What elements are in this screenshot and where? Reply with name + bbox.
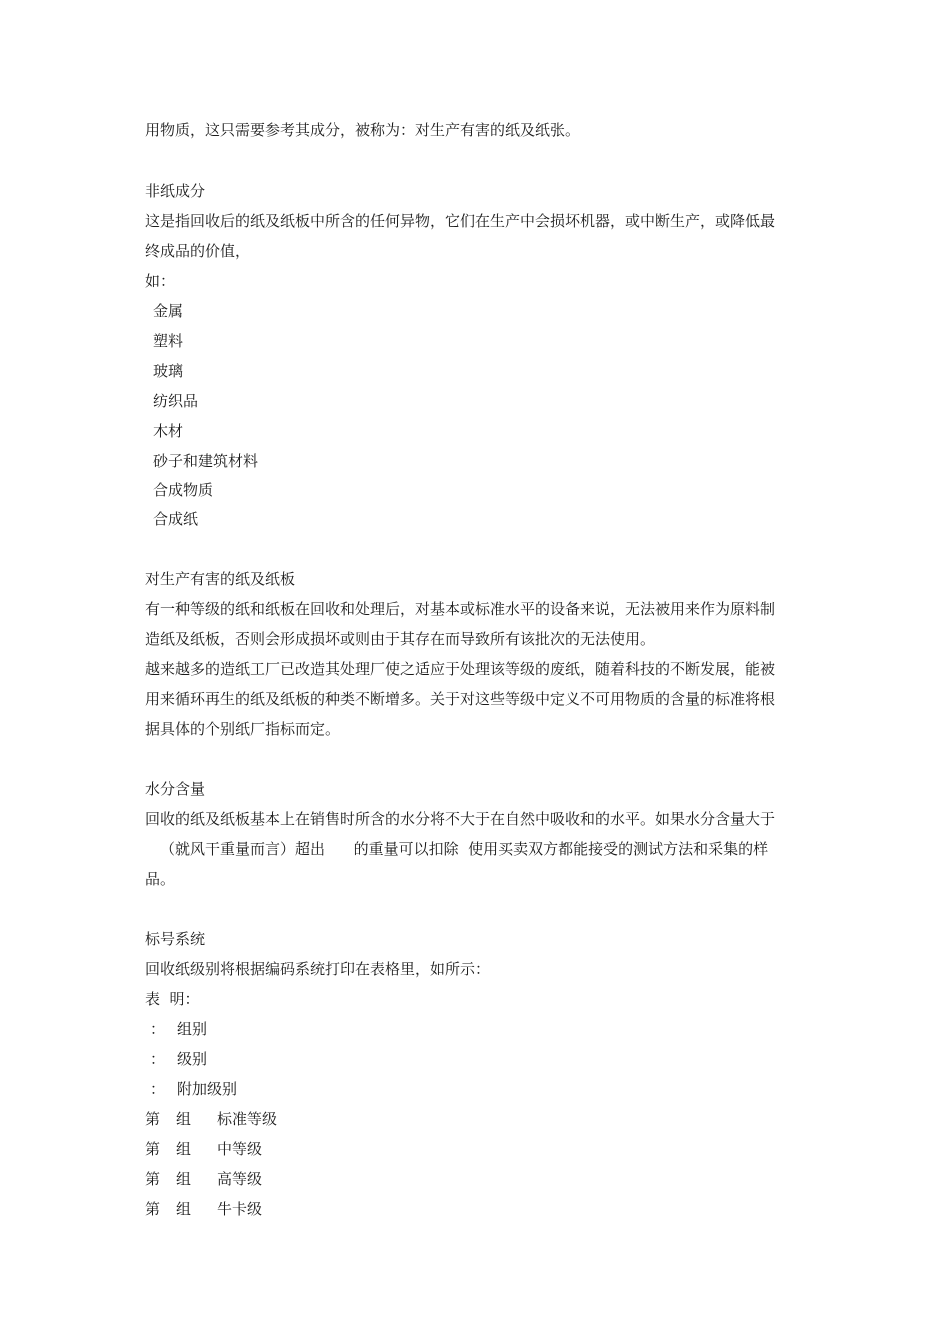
group-grade: 标准等级	[217, 1110, 278, 1128]
list-item: 金属	[153, 302, 184, 320]
legend-item: 组别	[177, 1020, 208, 1038]
group-word: 组	[176, 1140, 192, 1158]
paragraph-line: 造纸及纸板，否则会形成损坏或则由于其存在而导致所有该批次的无法使用。	[145, 630, 656, 648]
legend-item: 级别	[177, 1050, 208, 1068]
section-heading-moisture: 水分含量	[145, 780, 206, 798]
group-prefix: 第	[145, 1170, 161, 1188]
paragraph-line: 据具体的个别纸厂指标而定。	[145, 720, 341, 738]
section-heading-coding: 标号系统	[145, 930, 206, 948]
paragraph-line: 终成品的价值，	[145, 242, 251, 260]
group-prefix: 第	[145, 1110, 161, 1128]
paragraph-line: 回收纸级别将根据编码系统打印在表格里，如所示：	[145, 960, 491, 978]
example-label: 如：	[145, 272, 176, 290]
paragraph-line: （就风干重量而言）超出 的重量可以扣除 使用买卖双方都能接受的测试方法和采集的样	[160, 840, 769, 858]
paragraph-line: 用来循环再生的纸及纸板的种类不断增多。关于对这些等级中定义不可用物质的含量的标准将根	[145, 690, 776, 708]
legend-item: 附加级别	[177, 1080, 238, 1098]
section-heading-harmful: 对生产有害的纸及纸板	[145, 570, 296, 588]
group-prefix: 第	[145, 1200, 161, 1218]
paragraph-line: 品。	[145, 870, 176, 888]
paragraph-line: 这是指回收后的纸及纸板中所含的任何异物，它们在生产中会损坏机器，或中断生产，或降低最	[145, 212, 776, 230]
legend-colon: ：	[150, 1050, 166, 1068]
group-prefix: 第	[145, 1140, 161, 1158]
list-item: 砂子和建筑材料	[153, 452, 259, 470]
list-item: 塑料	[153, 332, 184, 350]
group-grade: 中等级	[217, 1140, 263, 1158]
group-word: 组	[176, 1110, 192, 1128]
list-item: 合成物质	[153, 481, 214, 499]
group-word: 组	[176, 1200, 192, 1218]
group-grade: 牛卡级	[217, 1200, 263, 1218]
list-item: 纺织品	[153, 392, 199, 410]
paragraph-line: 回收的纸及纸板基本上在销售时所含的水分将不大于在自然中吸收和的水平。如果水分含量大于	[145, 810, 776, 828]
legend-colon: ：	[150, 1080, 166, 1098]
paragraph-line: 有一种等级的纸和纸板在回收和处理后，对基本或标准水平的设备来说，无法被用来作为原料制	[145, 600, 776, 618]
group-grade: 高等级	[217, 1170, 263, 1188]
list-item: 木材	[153, 422, 184, 440]
group-word: 组	[176, 1170, 192, 1188]
list-item: 合成纸	[153, 510, 199, 528]
intro-line: 用物质，这只需要参考其成分，被称为：对生产有害的纸及纸张。	[145, 121, 581, 139]
section-heading-nonpaper: 非纸成分	[145, 182, 206, 200]
paragraph-line: 越来越多的造纸工厂已改造其处理厂使之适应于处理该等级的废纸，随着科技的不断发展，能被	[145, 660, 776, 678]
list-item: 玻璃	[153, 362, 184, 380]
legend-label: 表 明：	[145, 990, 200, 1008]
legend-colon: ：	[150, 1020, 166, 1038]
